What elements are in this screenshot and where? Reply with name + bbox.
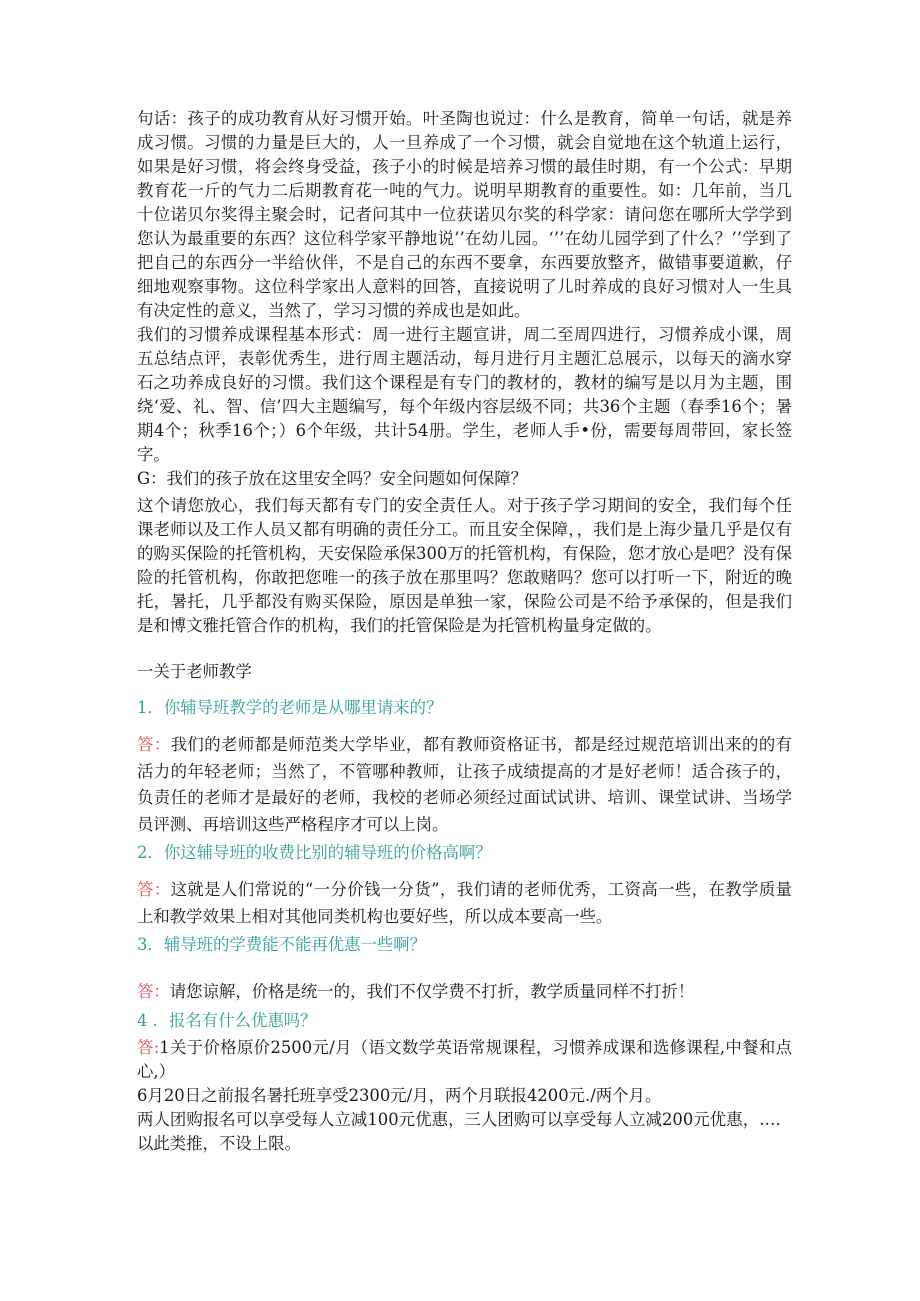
answer-3-text: 请您谅解，价格是统一的，我们不仅学费不打折，教学质量同样不打折！ <box>169 982 695 1001</box>
question-1: 1．你辅导班教学的老师是从哪里请来的？ <box>137 698 443 717</box>
safety-answer: 这个请您放心，我们每天都有专门的安全责任人。对于孩子学习期间的安全，我们每个任课老师以及工作人员又都有明确的责任分工。而且安全保障，，我们是上海少量几乎是仅有的购买保险的托管机构，天安保险承保300万的托管机构，有保险，您才放心是吧？没有保险的托管机构，你敢把您唯一的孩子放在那里吗？您敢赌吗？您可以打听一下，附近的晚托，暑托，几乎都没有购买保险，原因是单独一家，保险公司是不给予承保的，但是我们是和博文雅托管合作的机构，我们的托管保险是为托管机构量身定做的。 <box>137 496 792 635</box>
section-title: 一关于老师教学 <box>137 662 252 681</box>
answer-4-group-discount: 两人团购报名可以享受每人立减100元优惠，三人团购可以享受每人立减200元优惠，…．以此类推，不设上限。 <box>137 1109 792 1153</box>
answer-1-text: 我们的老师都是师范类大学毕业，都有教师资格证书，都是经过规范培训出来的的有活力的年轻老师；当然了，不管哪种教师，让孩子成绩提高的才是好老师！适合孩子的，负责任的老师才是最好的老师，我校的老师必须经过面试试讲、培训、课堂试讲、当场学员评测、再培训这些严格程序才可以上岗。 <box>137 735 793 834</box>
answer-3 <box>137 979 792 1006</box>
answer-4-early-bird: 6月20日之前报名暑托班享受2300元/月，两个月联报4200元./两个月。 <box>137 1085 662 1105</box>
answer-label: 答： <box>137 982 170 1001</box>
course-paragraph: 我们的习惯养成课程基本形式：周一进行主题宣讲，周二至周四进行，习惯养成小课，周五总结点评，表彰优秀生，进行周主题活动，每月进行月主题汇总展示，以每天的滴水穿石之功养成良好的习惯。我们这个课程是有专门的教材的，教材的编写是以月为主题，围绕‘爱、礼、智、信’四大主题编写，每个年级内容层级不同；共36个主题（春季16个；暑期4个；秋季16个；）6个年级，共计54册。学生，老师人手•份，需要每周带回，家长签字。 <box>137 325 792 464</box>
answer-2-text: 这就是人们常说的“一分价钱一分货”，我们请的老师优秀，工资高一些，在教学质量上和教学效果上相对其他同类机构也要好些，所以成本要高一些。 <box>137 880 792 926</box>
answer-4 <box>137 1036 792 1084</box>
safety-question: G：我们的孩子放在这里安全吗？安全问题如何保障？ <box>137 469 528 488</box>
answer-label: 答： <box>137 735 171 754</box>
answer-label: 答: <box>137 1037 160 1057</box>
habit-paragraph: 句话：孩子的成功教育从好习惯开始。叶圣陶也说过：什么是教育，简单一句话，就是养成习惯。习惯的力量是巨大的，人一旦养成了一个习惯，就会自觉地在这个轨道上运行，如果是好习惯，将会终身受益，孩子小的时候是培养习惯的最佳时期，有一个公式：早期教育花一斤的气力二后期教育花一吨的气力。说明早期教育的重要性。如：几年前，当几十位诺贝尔奖得主聚会时，记者问其中一位获诺贝尔奖的科学家：请问您在哪所大学学到您认为最重要的东西？这位科学家平静地说’’在幼儿园。‘’’在幼儿园学到了什么？’’学到了把自己的东西分一半给伙伴，不是自己的东西不要拿，东西要放整齐，做错事要道歉，仔细地观察事物。这位科学家出人意料的回答，直接说明了儿时养成的良好习惯对人一生具有决定性的意义，当然了，学习习惯的养成也是如此。 <box>137 109 792 320</box>
question-4: 4 ．报名有什么优惠吗？ <box>137 1010 317 1030</box>
answer-4-text: 1关于价格原价2500元/月（语文数学英语常规课程，习惯养成课和选修课程,中餐和点心,） <box>137 1037 793 1081</box>
question-2: 2．你这辅导班的收费比别的辅导班的价格高啊？ <box>137 843 492 862</box>
answer-2 <box>137 877 792 930</box>
answer-label: 答： <box>137 880 171 899</box>
question-3: 3．辅导班的学费能不能再优惠一些啊？ <box>137 935 427 954</box>
answer-1 <box>137 732 792 838</box>
document-page <box>137 107 792 1156</box>
